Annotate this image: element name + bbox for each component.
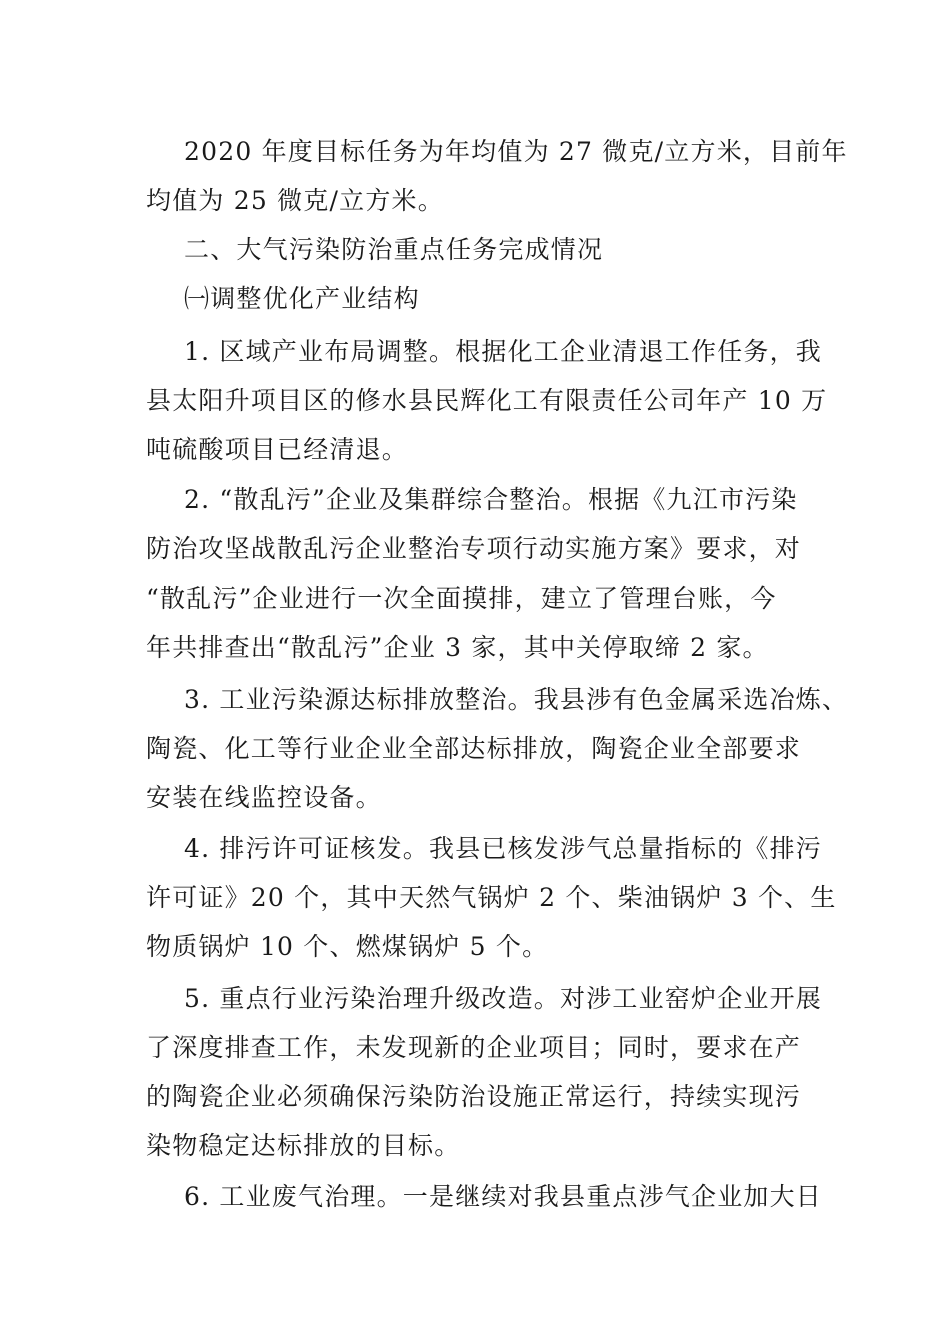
paragraph-line: 防治攻坚战散乱污企业整治专项行动实施方案》要求，对 [146, 534, 802, 563]
paragraph-line: 6. 工业废气治理。一是继续对我县重点涉气企业加大日 [184, 1182, 823, 1211]
paragraph-line: 4. 排污许可证核发。我县已核发涉气总量指标的《排污 [184, 834, 823, 863]
paragraph-line: 5. 重点行业污染治理升级改造。对涉工业窑炉企业开展 [184, 984, 823, 1013]
paragraph-line: 物质锅炉 10 个、燃煤锅炉 5 个。 [146, 932, 549, 961]
paragraph-line: 吨硫酸项目已经清退。 [146, 435, 409, 464]
paragraph-line: 2. “散乱污”企业及集群综合整治。根据《九江市污染 [184, 485, 798, 514]
paragraph-line: 的陶瓷企业必须确保污染防治设施正常运行，持续实现污 [146, 1082, 802, 1111]
paragraph-line: 1. 区域产业布局调整。根据化工企业清退工作任务，我 [184, 337, 823, 366]
paragraph-line: 年共排查出“散乱污”企业 3 家，其中关停取缔 2 家。 [146, 633, 769, 662]
paragraph-line: 染物稳定达标排放的目标。 [146, 1131, 461, 1160]
paragraph-line: 安装在线监控设备。 [146, 783, 382, 812]
paragraph-line: 了深度排查工作，未发现新的企业项目；同时，要求在产 [146, 1033, 802, 1062]
paragraph-line: 许可证》20 个，其中天然气锅炉 2 个、柴油锅炉 3 个、生 [146, 883, 837, 912]
paragraph-line: 3. 工业污染源达标排放整治。我县涉有色金属采选冶炼、 [184, 685, 849, 714]
subsection-heading: ㈠调整优化产业结构 [184, 284, 420, 313]
paragraph-line: 2020 年度目标任务为年均值为 27 微克/立方米，目前年 [184, 137, 848, 166]
paragraph-line: 均值为 25 微克/立方米。 [146, 186, 444, 215]
paragraph-line: “散乱污”企业进行一次全面摸排，建立了管理台账，今 [146, 584, 777, 613]
section-heading: 二、大气污染防治重点任务完成情况 [184, 235, 604, 264]
paragraph-line: 陶瓷、化工等行业企业全部达标排放，陶瓷企业全部要求 [146, 734, 802, 763]
paragraph-line: 县太阳升项目区的修水县民辉化工有限责任公司年产 10 万 [146, 386, 828, 415]
